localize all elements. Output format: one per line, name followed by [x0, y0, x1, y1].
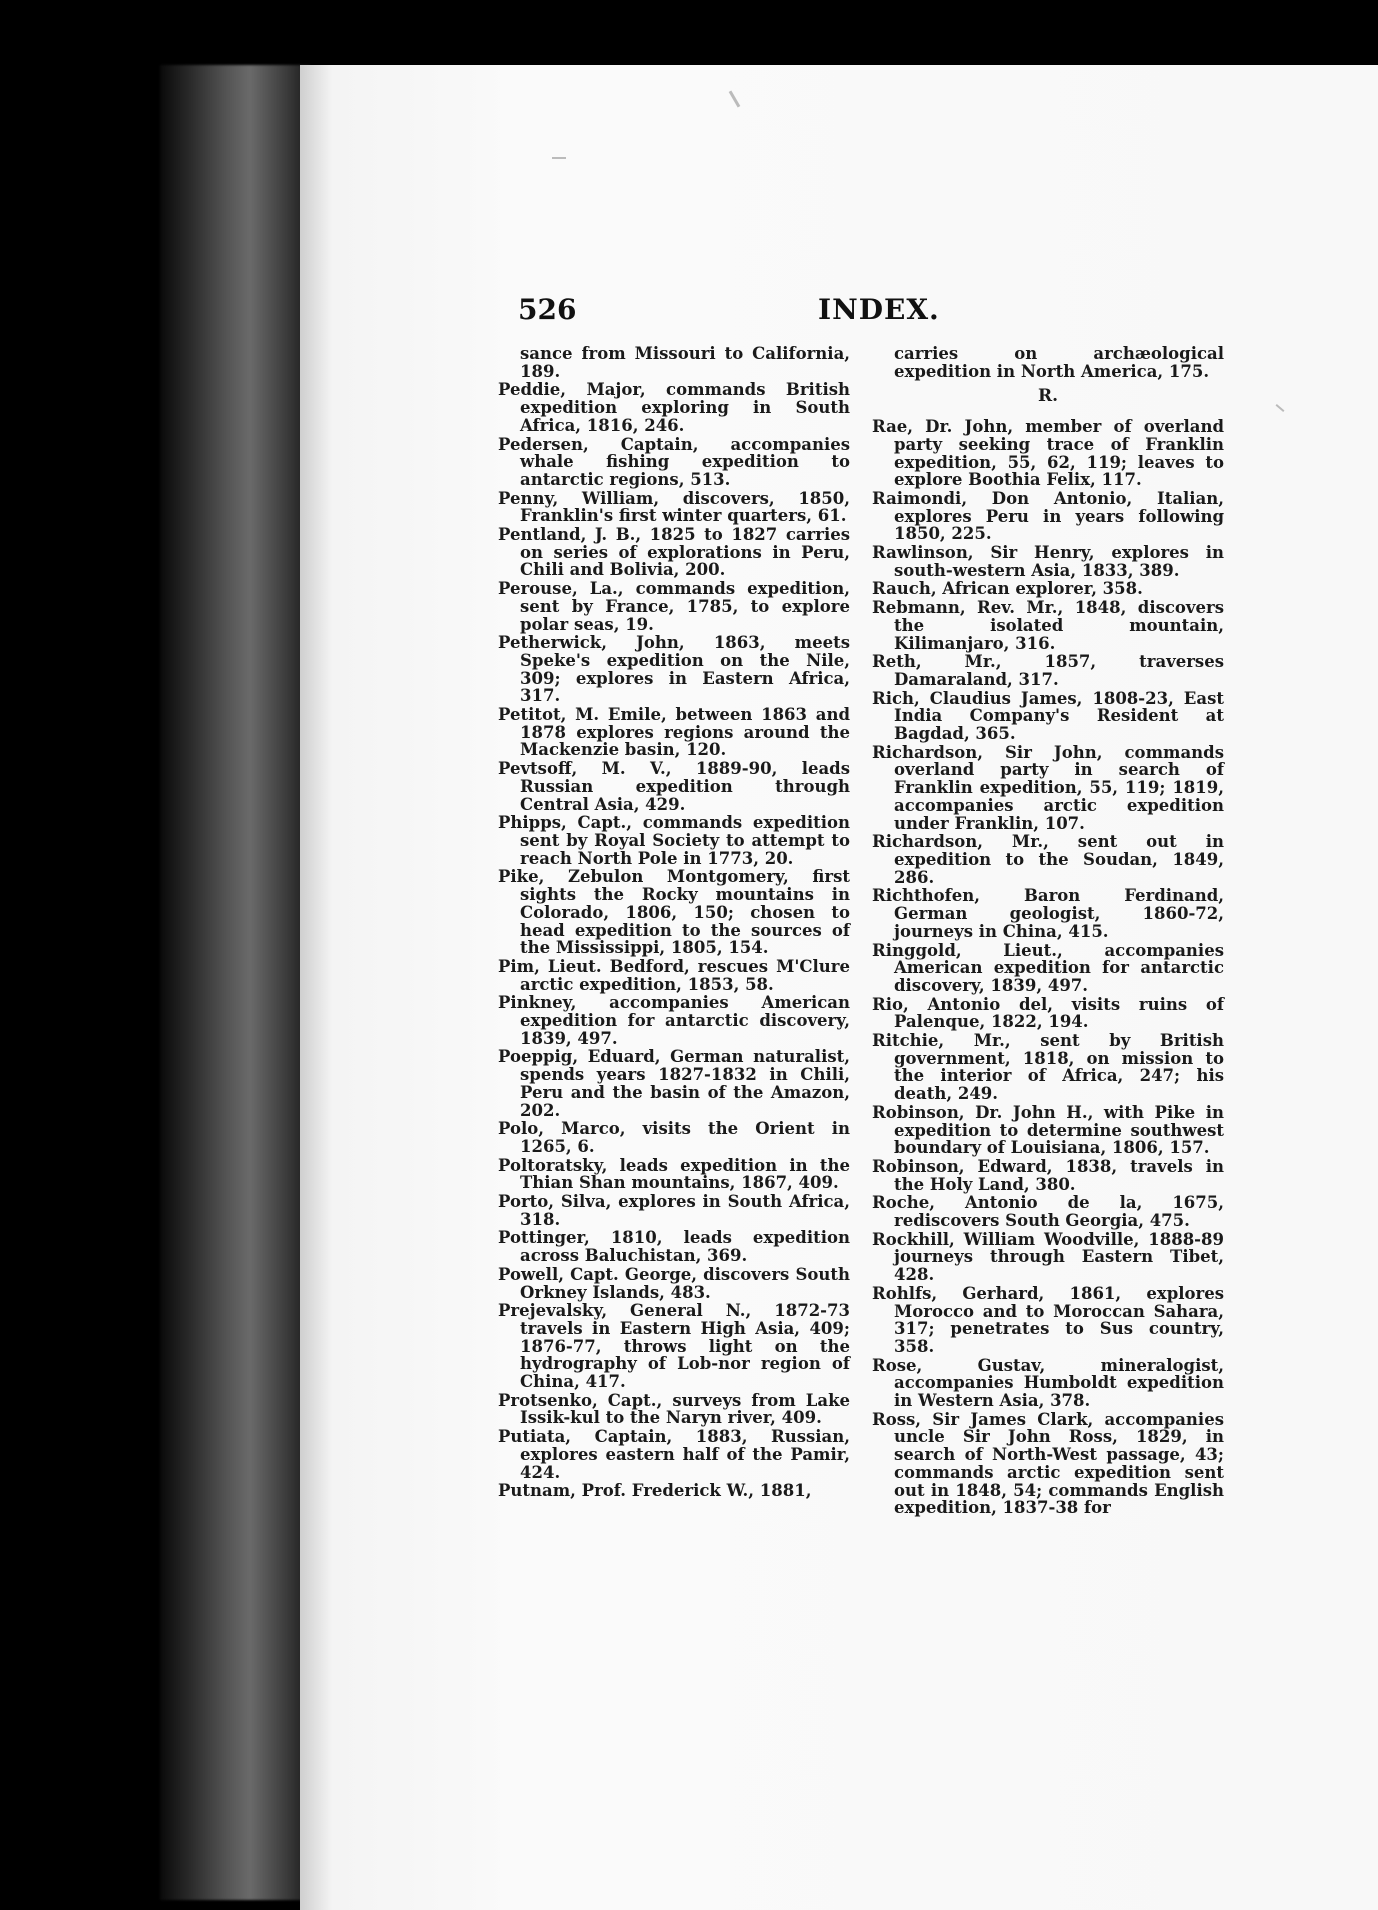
index-entry: Robinson, Dr. John H., with Pike in expedition to determine southwest boundary of Louisiana, 1806, 157.	[872, 1102, 1224, 1158]
index-entry: Powell, Capt. George, discovers South Orkney Islands, 483.	[498, 1264, 850, 1302]
index-entry: Porto, Silva, explores in South Africa, 318.	[498, 1192, 850, 1229]
index-entry: Pinkney, accompanies American expedition for antarctic discovery, 1839, 497.	[498, 993, 850, 1048]
scan-speck	[552, 157, 566, 159]
index-entry: Prejevalsky, General N., 1872-73 travels in Eastern High Asia, 409; 1876-77, throws light on the hydrography of Lob-nor region of China, 417.	[498, 1301, 850, 1392]
index-entry: Ross, Sir James Clark, accompanies uncle Sir John Ross, 1829, in search of North-West passage, 43; commands arctic expedition sent out in 1848, 54; commands English expedition, 1837-38 for	[872, 1409, 1224, 1518]
index-column-right	[872, 345, 1224, 1518]
index-entry-continuation: carries on archæological expedition in North America, 175.	[894, 344, 1224, 381]
index-entry: Raimondi, Don Antonio, Italian, explores Peru in years following 1850, 225.	[872, 488, 1224, 544]
index-entry: Pentland, J. B., 1825 to 1827 carries on series of explorations in Peru, Chili and Bolivia, 200.	[498, 525, 850, 580]
index-entry: Petitot, M. Emile, between 1863 and 1878 explores regions around the Mackenzie basin, 120.	[498, 705, 850, 760]
index-entry: Poltoratsky, leads expedition in the Thian Shan mountains, 1867, 409.	[498, 1155, 850, 1193]
index-entry: Ritchie, Mr., sent by British government, 1818, on mission to the interior of Africa, 247; his death, 249.	[872, 1031, 1224, 1104]
index-entry: Rio, Antonio del, visits ruins of Palenque, 1822, 194.	[872, 994, 1224, 1032]
page-header	[518, 293, 1248, 327]
index-entry: Phipps, Capt., commands expedition sent by Royal Society to attempt to reach North Pole in 1773, 20.	[498, 813, 850, 868]
index-entry: Richthofen, Baron Ferdinand, German geologist, 1860-72, journeys in China, 415.	[872, 886, 1224, 941]
page-number: 526	[518, 293, 577, 326]
index-entry: Richardson, Mr., sent out in expedition to the Soudan, 1849, 286.	[872, 832, 1224, 887]
index-entry: Protsenko, Capt., surveys from Lake Issik-kul to the Naryn river, 409.	[498, 1390, 850, 1428]
index-entry: Rohlfs, Gerhard, 1861, explores Morocco and to Moroccan Sahara, 317; penetrates to Sus country, 358.	[872, 1283, 1224, 1356]
section-letter: R.	[1037, 386, 1059, 407]
index-entry: Roche, Antonio de la, 1675, rediscovers South Georgia, 475.	[872, 1193, 1224, 1231]
index-entry: Rae, Dr. John, member of overland party seeking trace of Franklin expedition, 55, 62, 119; leaves to explore Boothia Felix, 117.	[872, 417, 1224, 490]
book-spine-shadow	[160, 65, 310, 1900]
index-entry-continuation: sance from Missouri to California, 189.	[520, 344, 850, 381]
index-entry: Rose, Gustav, mineralogist, accompanies Humboldt expedition in Western Asia, 378.	[872, 1355, 1224, 1411]
index-entry: Putnam, Prof. Frederick W., 1881,	[498, 1481, 812, 1501]
index-entry: Petherwick, John, 1863, meets Speke's expedition on the Nile, 309; explores in Eastern Africa, 317.	[498, 633, 850, 706]
running-title: INDEX.	[818, 293, 940, 326]
index-entry: Rebmann, Rev. Mr., 1848, discovers the isolated mountain, Kilimanjaro, 316.	[872, 598, 1224, 653]
index-entry: Reth, Mr., 1857, traverses Damaraland, 317.	[872, 652, 1224, 689]
index-entry: Richardson, Sir John, commands overland party in search of Franklin expedition, 55, 119; 1819, accompanies arctic expedition under Franklin, 107.	[872, 742, 1224, 833]
index-entry: Pevtsoff, M. V., 1889-90, leads Russian expedition through Central Asia, 429.	[498, 759, 850, 814]
index-entry: Polo, Marco, visits the Orient in 1265, 6.	[498, 1119, 850, 1156]
index-entry: Ringgold, Lieut., accompanies American expedition for antarctic discovery, 1839, 497.	[872, 940, 1224, 995]
index-entry: Pottinger, 1810, leads expedition across Baluchistan, 369.	[498, 1228, 850, 1266]
index-entry: Penny, William, discovers, 1850, Franklin's first winter quarters, 61.	[498, 488, 850, 526]
index-entry: Robinson, Edward, 1838, travels in the Holy Land, 380.	[872, 1156, 1224, 1194]
index-entry: Peddie, Major, commands British expedition exploring in South Africa, 1816, 246.	[498, 380, 850, 435]
index-entry: Pim, Lieut. Bedford, rescues M'Clure arctic expedition, 1853, 58.	[498, 956, 850, 994]
index-entry: Poeppig, Eduard, German naturalist, spends years 1827-1832 in Chili, Peru and the basin of the Amazon, 202.	[498, 1047, 850, 1120]
index-entry: Rauch, African explorer, 358.	[872, 579, 1143, 599]
index-entry: Perouse, La., commands expedition, sent by France, 1785, to explore polar seas, 19.	[498, 579, 850, 634]
index-entry: Pedersen, Captain, accompanies whale fishing expedition to antarctic regions, 513.	[498, 434, 850, 489]
index-entry: Rockhill, William Woodville, 1888-89 journeys through Eastern Tibet, 428.	[872, 1229, 1224, 1285]
index-entry: Pike, Zebulon Montgomery, first sights the Rocky mountains in Colorado, 1806, 150; chosen to head expedition to the sources of the Mississippi, 1805, 154.	[498, 867, 850, 958]
index-column-left	[498, 345, 850, 1501]
index-entry: Rich, Claudius James, 1808-23, East India Company's Resident at Bagdad, 365.	[872, 688, 1224, 744]
index-entry: Putiata, Captain, 1883, Russian, explores eastern half of the Pamir, 424.	[498, 1427, 850, 1482]
index-entry: Rawlinson, Sir Henry, explores in south-western Asia, 1833, 389.	[872, 543, 1224, 580]
